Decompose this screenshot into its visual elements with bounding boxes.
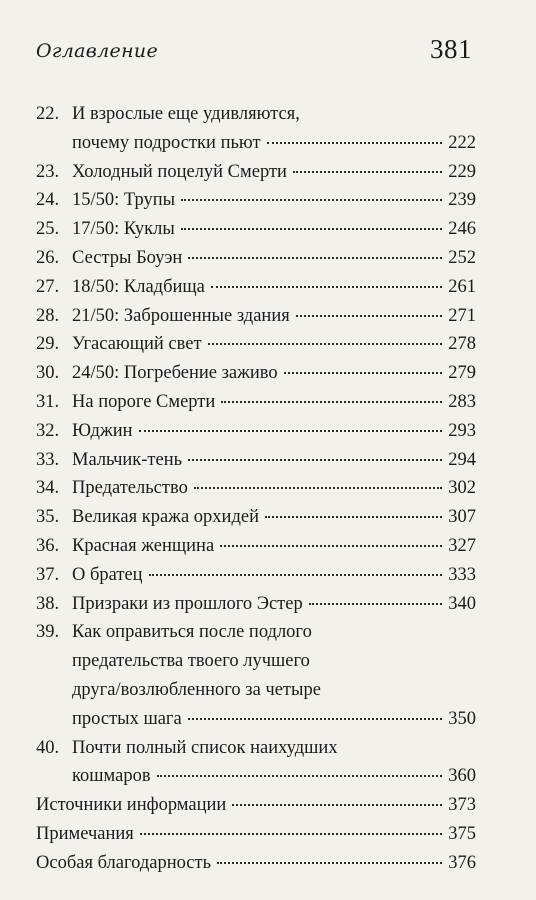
toc-line — [36, 215, 476, 244]
toc-entry-page: 279 — [448, 363, 476, 384]
toc-entry-page: 246 — [448, 219, 476, 240]
toc-entry-page: 293 — [448, 420, 476, 441]
toc-entry-page: 271 — [448, 305, 476, 326]
toc-line — [36, 820, 476, 849]
toc-entry-number: 25. — [36, 219, 60, 240]
running-title: Оглавление — [36, 40, 159, 62]
toc-entry-title: О братец — [72, 564, 143, 585]
toc-entry-number: 22. — [36, 104, 60, 124]
dot-leader — [221, 401, 442, 403]
toc-entry-title: 17/50: Куклы — [72, 219, 175, 240]
toc-entry-number: 40. — [36, 737, 60, 758]
toc-entry — [36, 215, 476, 244]
toc-line — [36, 417, 476, 446]
toc-entry-number: 37. — [36, 564, 60, 585]
toc-entry — [36, 186, 476, 215]
toc-entry-title: Особая благодарность — [36, 852, 212, 873]
toc-line — [36, 129, 476, 158]
toc-entry-title: Призраки из прошлого Эстер — [72, 593, 303, 614]
toc-entry-title: Сестры Боуэн — [72, 247, 183, 268]
dot-leader — [181, 199, 442, 201]
toc-entry-page: 360 — [448, 766, 476, 787]
toc-entry-number: 39. — [36, 622, 60, 643]
dot-leader — [139, 430, 443, 432]
toc-line — [36, 388, 476, 417]
toc-line — [36, 647, 476, 676]
toc-line — [36, 676, 476, 705]
toc-entry — [36, 532, 476, 561]
toc-entry — [36, 273, 476, 302]
toc-line — [36, 273, 476, 302]
toc-entry-page: 283 — [448, 391, 476, 412]
toc-entry-page: 340 — [448, 593, 476, 614]
toc-entry-title: почему подростки пьют — [72, 132, 261, 153]
page-header — [0, 0, 536, 80]
toc-entry — [36, 359, 476, 388]
toc-entry-page: 239 — [448, 190, 476, 211]
toc-line — [36, 590, 476, 619]
toc-entry-title: Холодный поцелуй Смерти — [72, 161, 287, 182]
toc-entry — [36, 820, 476, 849]
dot-leader — [188, 718, 443, 720]
toc-entry — [36, 590, 476, 619]
dot-leader — [309, 603, 443, 605]
toc-entry-number: 28. — [36, 305, 60, 326]
toc-entry — [36, 474, 476, 503]
toc-line — [36, 446, 476, 475]
toc-entry — [36, 330, 476, 359]
toc-entry-number: 27. — [36, 276, 60, 297]
toc-entry-page: 376 — [448, 852, 476, 873]
dot-leader — [293, 171, 442, 173]
toc-entry — [36, 100, 476, 158]
toc-line — [36, 302, 476, 331]
toc-entry-title: Почти полный список наихудших — [72, 737, 338, 758]
toc-line — [36, 474, 476, 503]
toc-entry-page: 307 — [448, 507, 476, 528]
toc-entry-title: предательства твоего лучшего — [72, 651, 310, 672]
dot-leader — [220, 545, 442, 547]
toc-entry — [36, 417, 476, 446]
toc-line — [36, 791, 476, 820]
dot-leader — [232, 804, 442, 806]
toc-entry-page: 252 — [448, 247, 476, 268]
toc-entry-title: друга/возлюбленного за четыре — [72, 679, 321, 700]
toc-entry-title: 21/50: Заброшенные здания — [72, 305, 290, 326]
dot-leader — [296, 315, 443, 317]
toc-entry-title: Угасающий свет — [72, 334, 202, 355]
toc-entry-number: 30. — [36, 363, 60, 384]
toc-line — [36, 705, 476, 734]
dot-leader — [265, 516, 442, 518]
dot-leader — [194, 487, 442, 489]
toc-line — [36, 244, 476, 273]
dot-leader — [140, 833, 442, 835]
toc-entry — [36, 244, 476, 273]
toc-line — [36, 186, 476, 215]
toc-entry-page: 261 — [448, 276, 476, 297]
toc-entry-number: 36. — [36, 535, 60, 556]
toc-line — [36, 618, 476, 647]
toc-entry-number: 23. — [36, 161, 60, 182]
toc-entry-title: 24/50: Погребение заживо — [72, 363, 278, 384]
toc-entry — [36, 734, 476, 792]
toc-entry-title: Красная женщина — [72, 535, 215, 556]
toc-entry-number: 29. — [36, 334, 60, 355]
toc-entry — [36, 791, 476, 820]
toc-entry-page: 302 — [448, 478, 476, 499]
toc-entry-title: На пороге Смерти — [72, 391, 216, 412]
dot-leader — [188, 257, 442, 259]
table-of-contents — [36, 100, 476, 878]
toc-line — [36, 503, 476, 532]
toc-entry-number: 24. — [36, 190, 60, 211]
toc-line — [36, 158, 476, 187]
toc-entry-number: 35. — [36, 507, 60, 528]
dot-leader — [208, 343, 443, 345]
dot-leader — [217, 862, 442, 864]
toc-entry-page: 278 — [448, 334, 476, 355]
dot-leader — [149, 574, 443, 576]
dot-leader — [211, 286, 442, 288]
toc-entry-page: 327 — [448, 535, 476, 556]
page-number: 381 — [430, 34, 472, 64]
toc-entry-title: Примечания — [36, 823, 134, 844]
toc-entry-number: 33. — [36, 449, 60, 470]
toc-entry-title: 18/50: Кладбища — [72, 276, 205, 297]
toc-entry-title: Юджин — [72, 420, 133, 441]
toc-entry — [36, 849, 476, 878]
toc-entry-page: 222 — [448, 132, 476, 153]
toc-entry-title: Источники информации — [36, 795, 227, 816]
toc-entry — [36, 503, 476, 532]
toc-entry-title: Великая кража орхидей — [72, 507, 259, 528]
dot-leader — [267, 142, 443, 144]
toc-entry — [36, 446, 476, 475]
toc-entry-title: Как оправиться после подлого — [72, 622, 312, 643]
toc-line — [36, 100, 476, 129]
toc-entry-title: 15/50: Трупы — [72, 190, 176, 211]
toc-entry — [36, 302, 476, 331]
dot-leader — [284, 372, 443, 374]
toc-entry-page: 373 — [448, 795, 476, 816]
toc-line — [36, 330, 476, 359]
toc-entry-title: кошмаров — [72, 766, 151, 787]
toc-entry-title: И взрослые еще удивляются, — [72, 104, 300, 124]
toc-entry-title: Предательство — [72, 478, 188, 499]
dot-leader — [157, 775, 443, 777]
toc-line — [36, 532, 476, 561]
toc-entry — [36, 158, 476, 187]
toc-entry-number: 38. — [36, 593, 60, 614]
toc-line — [36, 734, 476, 763]
toc-entry-title: Мальчик-тень — [72, 449, 183, 470]
toc-entry — [36, 561, 476, 590]
toc-line — [36, 561, 476, 590]
toc-entry-title: простых шага — [72, 708, 182, 729]
toc-line — [36, 849, 476, 878]
toc-entry-number: 31. — [36, 391, 60, 412]
toc-entry-number: 26. — [36, 247, 60, 268]
toc-entry-page: 294 — [448, 449, 476, 470]
toc-entry-number: 32. — [36, 420, 60, 441]
dot-leader — [188, 459, 442, 461]
toc-entry-page: 375 — [448, 823, 476, 844]
toc-entry-page: 333 — [448, 564, 476, 585]
toc-entry — [36, 618, 476, 733]
dot-leader — [181, 228, 442, 230]
toc-entry-number: 34. — [36, 478, 60, 499]
toc-entry — [36, 388, 476, 417]
toc-entry-page: 350 — [448, 708, 476, 729]
toc-line — [36, 359, 476, 388]
toc-entry-page: 229 — [448, 161, 476, 182]
toc-line — [36, 762, 476, 791]
